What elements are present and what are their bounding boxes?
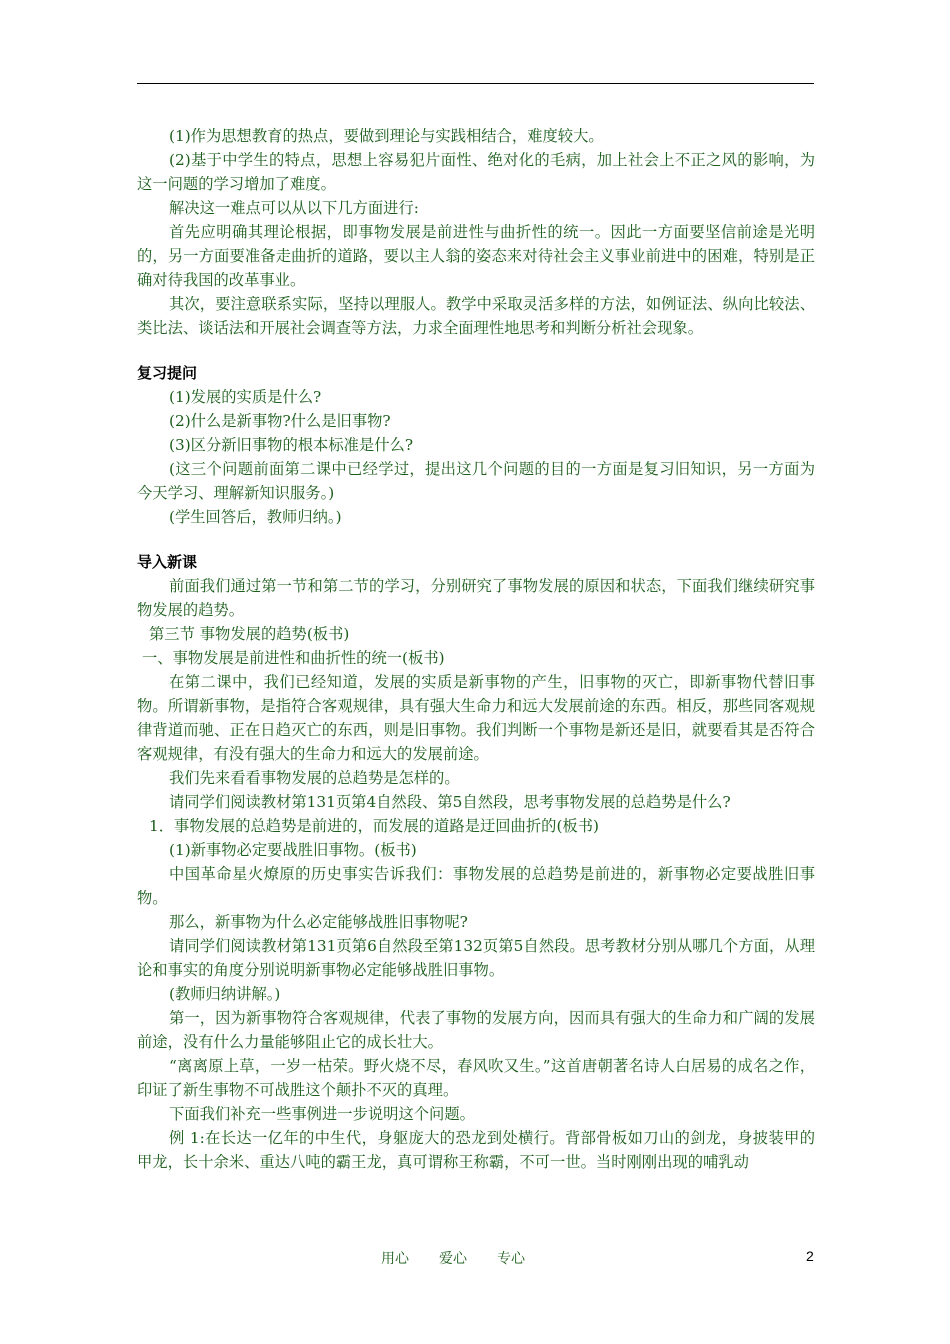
paragraph: 其次，要注意联系实际，坚持以理服人。教学中采取灵活多样的方法，如例证法、纵向比较法、类比法、谈话法和开展社会调查等方法，力求全面理性地思考和判断分析社会现象。 — [137, 295, 815, 337]
paragraph: (学生回答后，教师归纳。) — [169, 508, 342, 526]
section-heading-review: 复习提问 — [137, 364, 198, 382]
paragraph: (2)基于中学生的特点，思想上容易犯片面性、绝对化的毛病，加上社会上不正之风的影响，为这一问题的学习增加了难度。 — [137, 151, 815, 193]
section-heading-intro: 导入新课 — [137, 553, 198, 571]
question: (2)什么是新事物?什么是旧事物? — [169, 412, 391, 430]
paragraph: “离离原上草，一岁一枯荣。野火烧不尽，春风吹又生。”这首唐朝著名诗人白居易的成名之作，印证了新生事物不可战胜这个颠扑不灭的真理。 — [137, 1057, 815, 1099]
paragraph: (1)作为思想教育的热点，要做到理论与实践相结合，难度较大。 — [169, 127, 604, 145]
footer-motto-item: 专心 — [497, 1251, 525, 1267]
paragraph: 下面我们补充一些事例进一步说明这个问题。 — [169, 1105, 475, 1123]
paragraph: (教师归纳讲解。) — [169, 985, 281, 1003]
paragraph: 那么，新事物为什么必定能够战胜旧事物呢? — [169, 913, 468, 931]
point-heading: (1)新事物必定要战胜旧事物。(板书) — [169, 841, 417, 859]
paragraph: 我们先来看看事物发展的总趋势是怎样的。 — [169, 769, 460, 787]
subsection-heading: 第三节 事物发展的趋势(板书) — [149, 625, 350, 643]
spacer — [137, 340, 815, 361]
page-number: 2 — [806, 1248, 814, 1264]
header-rule — [137, 83, 814, 84]
paragraph: 首先应明确其理论根据，即事物发展是前进性与曲折性的统一。因此一方面要坚信前途是光明的，另一方面要准备走曲折的道路，要以主人翁的姿态来对待社会主义事业前进中的困难，特别是正确对待我国的改革事业。 — [137, 223, 815, 289]
question: (1)发展的实质是什么? — [169, 388, 322, 406]
paragraph: 第一，因为新事物符合客观规律，代表了事物的发展方向，因而具有强大的生命力和广阔的发展前途，没有什么力量能够阻止它的成长壮大。 — [137, 1009, 815, 1051]
document-body — [137, 124, 815, 1174]
paragraph: 解决这一难点可以从以下几方面进行: — [169, 199, 419, 217]
paragraph: 请同学们阅读教材第131页第4自然段、第5自然段，思考事物发展的总趋势是什么? — [169, 793, 731, 811]
spacer — [137, 529, 815, 550]
paragraph: 前面我们通过第一节和第二节的学习，分别研究了事物发展的原因和状态，下面我们继续研究事物发展的趋势。 — [137, 577, 815, 619]
subsection-heading: 一、事物发展是前进性和曲折性的统一(板书) — [142, 649, 445, 667]
paragraph: 在第二课中，我们已经知道，发展的实质是新事物的产生，旧事物的灭亡，即新事物代替旧事物。所谓新事物，是指符合客观规律，具有强大生命力和远大发展前途的东西。相反，那些同客观规律背道而驰、正在日趋灭亡的东西，则是旧事物。我们判断一个事物是新还是旧，就要看其是否符合客观规律，有没有强大的生命力和远大的发展前途。 — [137, 673, 815, 763]
footer-motto-item: 爱心 — [439, 1251, 467, 1267]
paragraph: 中国革命星火燎原的历史事实告诉我们：事物发展的总趋势是前进的，新事物必定要战胜旧事物。 — [137, 865, 815, 907]
footer-motto — [381, 1248, 555, 1268]
paragraph: (这三个问题前面第二课中已经学过，提出这几个问题的目的一方面是复习旧知识，另一方面为今天学习、理解新知识服务。) — [137, 460, 815, 502]
paragraph: 请同学们阅读教材第131页第6自然段至第132页第5自然段。思考教材分别从哪几个方面，从理论和事实的角度分别说明新事物必定能够战胜旧事物。 — [137, 937, 815, 979]
question: (3)区分新旧事物的根本标准是什么? — [169, 436, 414, 454]
footer-motto-item: 用心 — [381, 1251, 409, 1267]
paragraph: 例 1:在长达一亿年的中生代，身躯庞大的恐龙到处横行。背部骨板如刀山的剑龙，身披装甲的甲龙，长十余米、重达八吨的霸王龙，真可谓称王称霸，不可一世。当时刚刚出现的哺乳动 — [137, 1129, 815, 1171]
point-heading: 1．事物发展的总趋势是前进的，而发展的道路是迂回曲折的(板书) — [149, 817, 599, 835]
